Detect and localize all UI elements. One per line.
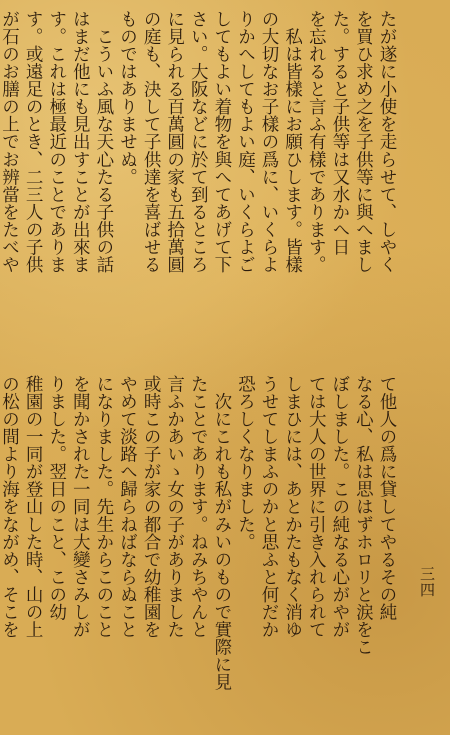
lower-text-block: て他人の爲に貸してやるその純 なる心、私は思はずホロリと涙をこ ぼしました。この純なる心がやが ては大人の世界に引き入れられて しまひには、あとかたもなく消ゆ うせてしまふのかと思ふと何だか 恐ろしくなりました。 次にこれも私がみいのもので實際に見 たことであります。ねみちやんと 言ふかあいゝ女の子がありました 或時この子が家の都合で幼稚園を やめて淡路へ歸らねばならぬこと になりました。先生からこのこと を聞かされた一同は大變さみしが りました。翌日のこと、この幼 稚園の一同が登山した時、山の上 の松の間より海をながめ、そこを <box>0 375 397 691</box>
upper-text-block: たが遂に小使を走らせて、しやく を買ひ求め之を子供等に與へまし た。すると子供等は又水かへ日 を忘れると言ふ有樣であります。 私は皆樣にお願ひします。皆樣 の大切なお子樣の爲に、いくらよ りかへしてもよい庭、いくらよご してもよい着物を與へてあげて下 さい。大阪などに於て到るところ に見られる百萬圓の家も五拾萬圓 の庭も、決して子供達を喜ばせる ものではありませぬ。 こういふ風な天心たる子供の話 はまだ他にも見出すことが出來ま す。これは極最近のことでありま す。或遠足のとき、二三人の子供 が石のお膳の上でお辨當をたべや <box>0 10 397 274</box>
page-number: 三四 <box>418 566 436 598</box>
